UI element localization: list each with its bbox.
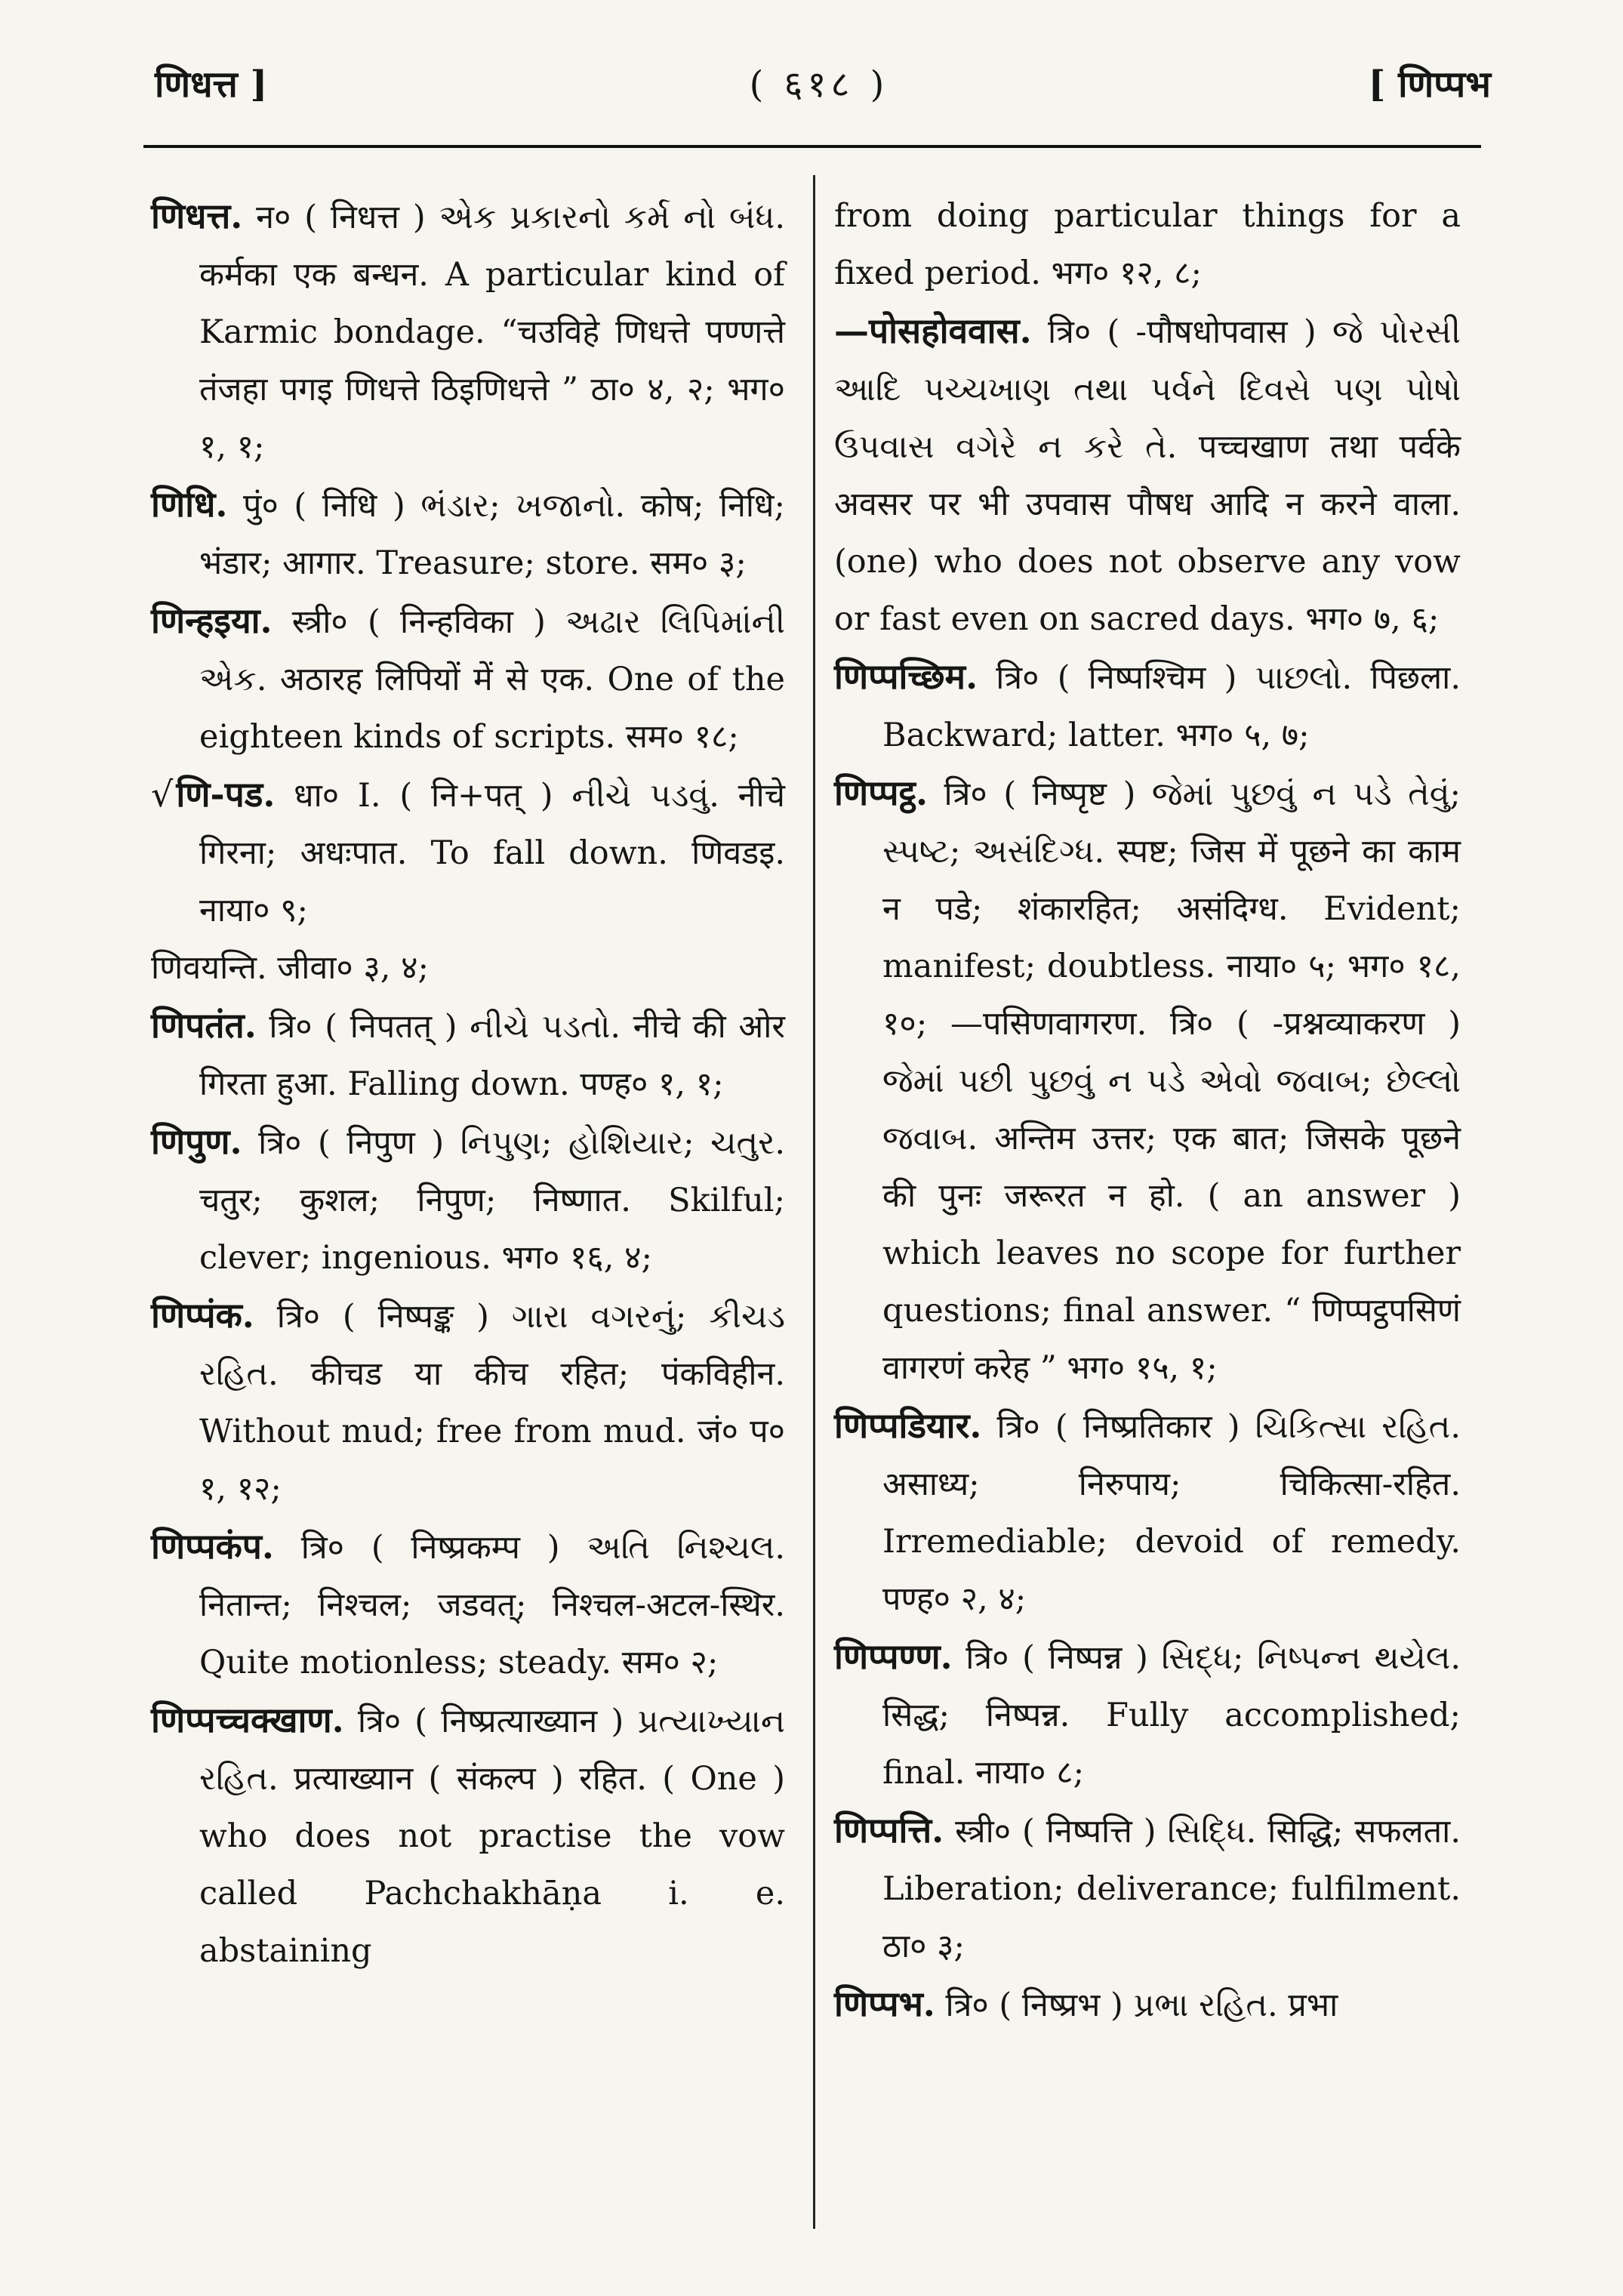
entry-headword: णिप्पत्ति. bbox=[834, 1810, 944, 1851]
entry-text: त्रि० ( निष्पश्चिम ) પાછલો. पिछला. Backward; latter. भग० ५, ७; bbox=[882, 659, 1461, 754]
entry-headword: णिन्हइया. bbox=[151, 600, 273, 641]
entry-text: धा० I. ( नि+पत् ) નીચે પડવું. नीचे गिरना; अधःपात. To fall down. णिवडइ. नाया० ९; bbox=[199, 777, 785, 929]
right-column bbox=[834, 187, 1461, 2034]
entry-headword: णिप्पभ. bbox=[834, 1983, 935, 2024]
dictionary-entry bbox=[151, 1287, 785, 1518]
entry-headword: णिपुण. bbox=[151, 1121, 242, 1162]
dictionary-entry bbox=[151, 476, 785, 592]
entry-text: त्रि० ( -पौषधोपवास ) જે પોરસી આદિ પચ્ચખાણ તથા પર્વને દિવસે પણ પોષો ઉપવાસ વગેરે ન કરે તે. पच्चखाण तथा पर्वके अवसर पर भी उपवास पौषध आदि न करने वाला. (one) who does not observe any vow or fast even on sacred days. भग० ७, ६; bbox=[834, 313, 1461, 638]
dictionary-entry bbox=[834, 1628, 1461, 1801]
dictionary-entry bbox=[151, 592, 785, 766]
dictionary-entry bbox=[151, 1113, 785, 1287]
entry-headword: णिप्पट्ठ. bbox=[834, 772, 928, 813]
dictionary-entry bbox=[151, 766, 785, 939]
dictionary-entry bbox=[834, 1801, 1461, 1975]
entry-text: from doing particular things for a fixed period. भग० १२, ८; bbox=[834, 197, 1461, 292]
running-head-right: [ णिप्पभ bbox=[1368, 63, 1491, 106]
entry-headword: —पोसहोववास. bbox=[834, 310, 1032, 351]
dictionary-subentry bbox=[834, 302, 1461, 648]
entry-text: त्रि० ( निष्प्रभ ) પ્રભા રહિત. प्रभा bbox=[935, 1986, 1338, 2024]
header-rule bbox=[143, 145, 1481, 148]
dictionary-entry bbox=[151, 187, 785, 476]
left-column bbox=[151, 187, 785, 1980]
entry-headword: णिधि. bbox=[151, 484, 228, 525]
entry-continuation bbox=[834, 187, 1461, 302]
page-header bbox=[147, 59, 1491, 127]
entry-headword: णिपतंत. bbox=[151, 1005, 257, 1046]
entry-text: त्रि० ( निपतत् ) નીચે પડતો. नीचे की ओर गिरता हुआ. Falling down. पण्ह० १, १; bbox=[199, 1008, 785, 1103]
running-head-left: णिधत्त ] bbox=[155, 63, 268, 106]
entry-headword: णिप्पच्चक्खाण. bbox=[151, 1700, 344, 1740]
column-divider bbox=[813, 175, 815, 2229]
root-check-mark: √ bbox=[151, 774, 174, 815]
dictionary-entry bbox=[834, 1397, 1461, 1628]
entry-text: णिवयन्ति. जीवा० ३, ४; bbox=[151, 949, 429, 987]
dictionary-entry bbox=[151, 1518, 785, 1691]
entry-text: त्रि० ( निष्प्रतिकार ) ચિકિત્સા રહિત. असाध्य; निरुपाय; चिकित्सा-रहित. Irremediable; devoid of remedy. पण्ह० २, ४; bbox=[882, 1408, 1461, 1618]
dictionary-entry bbox=[834, 764, 1461, 1397]
entry-headword: णिप्पंक. bbox=[151, 1295, 254, 1336]
dictionary-entry bbox=[834, 1975, 1461, 2034]
entry-text: त्रि० ( निष्पन्न ) સિદ્ધ; નિષ્પન્ન થયેલ. सिद्ध; निष्पन्न. Fully accomplished; final. नाया० ८; bbox=[882, 1639, 1461, 1792]
dictionary-subentry bbox=[151, 939, 785, 997]
dictionary-entry bbox=[151, 997, 785, 1113]
entry-text: त्रि० ( निष्पृष्ट ) જેમાં પુછવું ન પડે તેવું; સ્પષ્ટ; અસંદિગ્ધ. स्पष्ट; जिस में पूछने का काम न पडे; शंकारहित; असंदिग्ध. Evident; manifest; doubtless. नाया० ५; भग० १८, १०; —पसिणवागरण. त्रि० ( -प्रश्नव्याकरण ) જેમાં પછી પુછવું ન પડે એવો જવાબ; છેલ્લો જવાબ. अन्तिम उत्तर; एक बात; जिसके पूछने की पुनः जरूरत न हो. ( an answer ) which leaves no scope for further questions; final answer. “ णिप्पट्ठपसिणं वागरणं करेह ” भग० १५, १; bbox=[882, 775, 1461, 1387]
entry-text: स्त्री० ( निन्हविका ) અઢાર લિપિમાંની એક. अठारह लिपियों में से एक. One of the eighteen kinds of scripts. सम० १८; bbox=[199, 603, 785, 756]
entry-text: त्रि० ( निष्प्रत्याख्यान ) પ્રત્યાખ્યાન રહિત. प्रत्याख्यान ( संकल्प ) रहित. ( One ) who does not practise the vow called Pachchakhāṇa i. e. abstaining bbox=[199, 1703, 785, 1970]
entry-text: न० ( निधत्त ) એક પ્રકારનો કર્મ નો બંધ. कर्मका एक बन्धन. A particular kind of Karmic bondage. “चउविहे णिधत्ते पण्णत्ते तंजहा पगइ णिधत्ते ठिइणिधत्ते ” ठा० ४, २; भग० १, १; bbox=[199, 199, 785, 466]
dictionary-entry bbox=[151, 1691, 785, 1980]
entry-headword: णिप्पच्छिम. bbox=[834, 656, 978, 697]
entry-headword: णिप्पडियार. bbox=[834, 1405, 982, 1446]
dictionary-entry bbox=[834, 648, 1461, 764]
entry-headword: णिप्पण्ण. bbox=[834, 1636, 953, 1677]
entry-text: स्त्री० ( निष्पत्ति ) સિદ્ધિ. सिद्धि; सफलता. Liberation; deliverance; fulfilment. ठा० ३; bbox=[882, 1813, 1461, 1965]
entry-headword: णिप्पकंप. bbox=[151, 1526, 274, 1567]
entry-text: त्रि० ( निष्पङ्क ) ગારા વગરનું; કીચડ રહિત. कीचड या कीच रहित; पंकविहीन. Without mud; free from mud. जं० प० १, १२; bbox=[199, 1298, 785, 1508]
entry-headword: णिधत्त. bbox=[151, 196, 243, 236]
page-number: ( ६१८ ) bbox=[749, 63, 889, 106]
entry-text: पुं० ( निधि ) ભંડાર; ખજાનો. कोष; निधि; भंडार; आगार. Treasure; store. सम० ३; bbox=[199, 487, 785, 582]
entry-text: त्रि० ( निपुण ) નિપુણ; હોશિયાર; ચતુર. चतुर; कुशल; निपुण; निष्णात. Skilful; clever; ingenious. भग० १६, ४; bbox=[199, 1124, 785, 1277]
entry-text: त्रि० ( निष्प्रकम्प ) અતિ નિશ્ચલ. नितान्त; निश्चल; जडवत्; निश्चल-अटल-स्थिर. Quite motionless; steady. सम० २; bbox=[199, 1529, 785, 1681]
entry-headword: णि-पड. bbox=[176, 774, 276, 815]
